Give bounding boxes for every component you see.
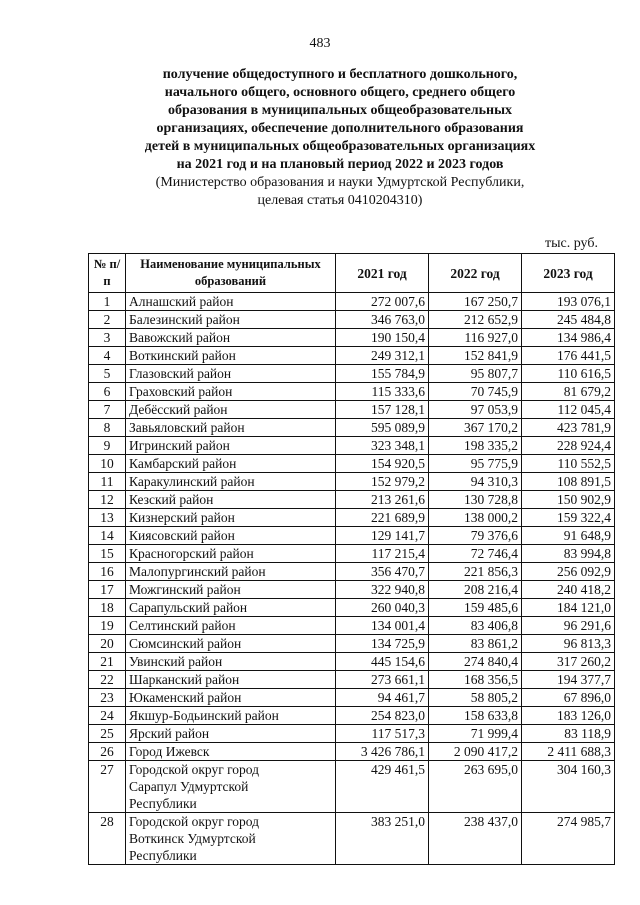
row-value-2023: 423 781,9: [522, 419, 615, 437]
row-value-2021: 152 979,2: [336, 473, 429, 491]
row-number: 27: [89, 761, 126, 813]
row-name: Селтинский район: [126, 617, 336, 635]
row-name-line: Сарапул Удмуртской: [129, 779, 249, 794]
row-value-2023: 228 924,4: [522, 437, 615, 455]
row-value-2021: 155 784,9: [336, 365, 429, 383]
row-name: Юкаменский район: [126, 689, 336, 707]
row-number: 1: [89, 293, 126, 311]
row-name: Балезинский район: [126, 311, 336, 329]
row-number: 9: [89, 437, 126, 455]
table-row: [89, 599, 615, 617]
row-value-2023: 194 377,7: [522, 671, 615, 689]
row-name: Игринский район: [126, 437, 336, 455]
row-value-2021: 595 089,9: [336, 419, 429, 437]
row-name-line: Городской округ город: [129, 762, 260, 777]
heading-line: организациях, обеспечение дополнительного образования: [156, 121, 524, 136]
table-row: [89, 365, 615, 383]
row-value-2022: 208 216,4: [429, 581, 522, 599]
page-number: 483: [309, 36, 331, 51]
row-name: Глазовский район: [126, 365, 336, 383]
row-value-2021: 249 312,1: [336, 347, 429, 365]
row-name: Шарканский район: [126, 671, 336, 689]
row-number: 8: [89, 419, 126, 437]
table-header-row: [89, 254, 615, 293]
row-number: 10: [89, 455, 126, 473]
row-name: Сюмсинский район: [126, 635, 336, 653]
table-row: [89, 671, 615, 689]
row-number: 11: [89, 473, 126, 491]
row-name: Город Ижевск: [126, 743, 336, 761]
row-value-2021: 383 251,0: [336, 813, 429, 865]
row-number: 18: [89, 599, 126, 617]
table-row: [89, 743, 615, 761]
row-value-2022: 72 746,4: [429, 545, 522, 563]
row-value-2021: 221 689,9: [336, 509, 429, 527]
row-value-2021: 157 128,1: [336, 401, 429, 419]
subheading-line: целевая статья 0410204310): [257, 193, 423, 208]
row-value-2023: 274 985,7: [522, 813, 615, 865]
row-name: Киясовский район: [126, 527, 336, 545]
row-name: Малопургинский район: [126, 563, 336, 581]
row-name: Алнашский район: [126, 293, 336, 311]
row-value-2023: 110 616,5: [522, 365, 615, 383]
row-value-2021: 356 470,7: [336, 563, 429, 581]
row-value-2021: 260 040,3: [336, 599, 429, 617]
row-name: Ярский район: [126, 725, 336, 743]
row-name: Красногорский район: [126, 545, 336, 563]
row-value-2023: 183 126,0: [522, 707, 615, 725]
row-value-2022: 83 861,2: [429, 635, 522, 653]
row-number: 28: [89, 813, 126, 865]
table-row: [89, 581, 615, 599]
row-value-2021: 323 348,1: [336, 437, 429, 455]
row-number: 24: [89, 707, 126, 725]
table-row: [89, 473, 615, 491]
row-value-2022: 130 728,8: [429, 491, 522, 509]
row-number: 20: [89, 635, 126, 653]
row-name-line: Республики: [129, 796, 197, 811]
row-value-2021: 213 261,6: [336, 491, 429, 509]
row-value-2021: 346 763,0: [336, 311, 429, 329]
row-name: Кизнерский район: [126, 509, 336, 527]
row-value-2023: 304 160,3: [522, 761, 615, 813]
row-name: [126, 761, 336, 813]
row-value-2022: 138 000,2: [429, 509, 522, 527]
row-value-2021: 3 426 786,1: [336, 743, 429, 761]
row-value-2022: 116 927,0: [429, 329, 522, 347]
row-value-2021: 190 150,4: [336, 329, 429, 347]
row-value-2022: 159 485,6: [429, 599, 522, 617]
row-name: Граховский район: [126, 383, 336, 401]
row-value-2023: 112 045,4: [522, 401, 615, 419]
row-name: Каракулинский район: [126, 473, 336, 491]
row-value-2022: 95 775,9: [429, 455, 522, 473]
table-row: [89, 707, 615, 725]
table-row: [89, 545, 615, 563]
header-name: Наименование муниципальных образований: [126, 254, 336, 293]
row-number: 14: [89, 527, 126, 545]
row-value-2023: 256 092,9: [522, 563, 615, 581]
subheading-line: (Министерство образования и науки Удмуртской Республики,: [155, 175, 525, 190]
row-name: Якшур-Бодьинский район: [126, 707, 336, 725]
row-name: Кезский район: [126, 491, 336, 509]
row-value-2023: 108 891,5: [522, 473, 615, 491]
row-value-2023: 240 418,2: [522, 581, 615, 599]
row-number: 26: [89, 743, 126, 761]
row-value-2022: 97 053,9: [429, 401, 522, 419]
row-value-2023: 81 679,2: [522, 383, 615, 401]
row-value-2021: 94 461,7: [336, 689, 429, 707]
row-name: Воткинский район: [126, 347, 336, 365]
heading-line: начального общего, основного общего, среднего общего: [164, 85, 516, 100]
row-value-2022: 2 090 417,2: [429, 743, 522, 761]
row-number: 21: [89, 653, 126, 671]
row-number: 3: [89, 329, 126, 347]
row-value-2023: 96 291,6: [522, 617, 615, 635]
row-value-2022: 70 745,9: [429, 383, 522, 401]
heading-line: на 2021 год и на плановый период 2022 и 2023 годов: [176, 157, 504, 172]
row-number: 13: [89, 509, 126, 527]
row-name: Камбарский район: [126, 455, 336, 473]
row-value-2023: 184 121,0: [522, 599, 615, 617]
row-number: 4: [89, 347, 126, 365]
row-value-2023: 317 260,2: [522, 653, 615, 671]
row-value-2022: 212 652,9: [429, 311, 522, 329]
row-value-2023: 96 813,3: [522, 635, 615, 653]
row-value-2023: 159 322,4: [522, 509, 615, 527]
table-row: [89, 293, 615, 311]
table-row: [89, 689, 615, 707]
row-value-2021: 134 001,4: [336, 617, 429, 635]
row-name-line: Городской округ город: [129, 814, 260, 829]
row-value-2023: 176 441,5: [522, 347, 615, 365]
row-value-2022: 79 376,6: [429, 527, 522, 545]
table-row: [89, 419, 615, 437]
table-row: [89, 401, 615, 419]
row-number: 17: [89, 581, 126, 599]
row-value-2022: 83 406,8: [429, 617, 522, 635]
row-value-2022: 158 633,8: [429, 707, 522, 725]
row-name: Дебёсский район: [126, 401, 336, 419]
row-value-2021: 429 461,5: [336, 761, 429, 813]
row-value-2022: 274 840,4: [429, 653, 522, 671]
row-name: Завьяловский район: [126, 419, 336, 437]
row-value-2021: 117 517,3: [336, 725, 429, 743]
table-row: [89, 437, 615, 455]
row-number: 5: [89, 365, 126, 383]
row-number: 23: [89, 689, 126, 707]
row-value-2023: 83 994,8: [522, 545, 615, 563]
row-value-2021: 129 141,7: [336, 527, 429, 545]
row-value-2022: 71 999,4: [429, 725, 522, 743]
row-value-2023: 67 896,0: [522, 689, 615, 707]
allocation-table: [88, 253, 615, 865]
document-heading: [90, 66, 590, 210]
row-value-2021: 154 920,5: [336, 455, 429, 473]
row-value-2021: 115 333,6: [336, 383, 429, 401]
row-value-2021: 134 725,9: [336, 635, 429, 653]
row-value-2021: 273 661,1: [336, 671, 429, 689]
row-value-2023: 91 648,9: [522, 527, 615, 545]
row-number: 22: [89, 671, 126, 689]
row-value-2022: 167 250,7: [429, 293, 522, 311]
heading-line: получение общедоступного и бесплатного дошкольного,: [162, 67, 518, 82]
row-name: Можгинский район: [126, 581, 336, 599]
row-value-2022: 198 335,2: [429, 437, 522, 455]
row-value-2021: 322 940,8: [336, 581, 429, 599]
row-number: 7: [89, 401, 126, 419]
table-row: [89, 617, 615, 635]
table-row: [89, 527, 615, 545]
row-value-2023: 150 902,9: [522, 491, 615, 509]
row-value-2022: 263 695,0: [429, 761, 522, 813]
row-value-2023: 2 411 688,3: [522, 743, 615, 761]
row-value-2023: 134 986,4: [522, 329, 615, 347]
row-value-2023: 245 484,8: [522, 311, 615, 329]
row-value-2022: 367 170,2: [429, 419, 522, 437]
header-num: № п/п: [89, 254, 126, 293]
row-name-line: Республики: [129, 848, 197, 863]
table-body: [89, 293, 615, 865]
table-row: [89, 761, 615, 813]
heading-line: образования в муниципальных общеобразовательных: [167, 103, 513, 118]
row-value-2023: 83 118,9: [522, 725, 615, 743]
row-name: Вавожский район: [126, 329, 336, 347]
row-value-2021: 445 154,6: [336, 653, 429, 671]
table-row: [89, 329, 615, 347]
table-row: [89, 383, 615, 401]
table-row: [89, 563, 615, 581]
row-name: Увинский район: [126, 653, 336, 671]
row-value-2022: 152 841,9: [429, 347, 522, 365]
row-number: 6: [89, 383, 126, 401]
table-row: [89, 455, 615, 473]
units-label: тыс. руб.: [545, 236, 598, 251]
row-value-2022: 168 356,5: [429, 671, 522, 689]
table-row: [89, 635, 615, 653]
row-number: 19: [89, 617, 126, 635]
row-value-2022: 221 856,3: [429, 563, 522, 581]
row-value-2022: 58 805,2: [429, 689, 522, 707]
table-row: [89, 725, 615, 743]
table-row: [89, 653, 615, 671]
row-name: Сарапульский район: [126, 599, 336, 617]
row-number: 25: [89, 725, 126, 743]
row-value-2022: 94 310,3: [429, 473, 522, 491]
table-row: [89, 347, 615, 365]
row-value-2021: 272 007,6: [336, 293, 429, 311]
row-value-2022: 238 437,0: [429, 813, 522, 865]
header-2022: 2022 год: [429, 254, 522, 293]
row-number: 16: [89, 563, 126, 581]
table-row: [89, 491, 615, 509]
table-row: [89, 311, 615, 329]
row-name: [126, 813, 336, 865]
header-2023: 2023 год: [522, 254, 615, 293]
heading-line: детей в муниципальных общеобразовательных организациях: [144, 139, 536, 154]
row-value-2023: 110 552,5: [522, 455, 615, 473]
row-value-2022: 95 807,7: [429, 365, 522, 383]
row-value-2021: 117 215,4: [336, 545, 429, 563]
row-number: 15: [89, 545, 126, 563]
row-number: 12: [89, 491, 126, 509]
table-row: [89, 509, 615, 527]
row-value-2021: 254 823,0: [336, 707, 429, 725]
header-2021: 2021 год: [336, 254, 429, 293]
row-number: 2: [89, 311, 126, 329]
row-value-2023: 193 076,1: [522, 293, 615, 311]
row-name-line: Воткинск Удмуртской: [129, 831, 256, 846]
table-row: [89, 813, 615, 865]
